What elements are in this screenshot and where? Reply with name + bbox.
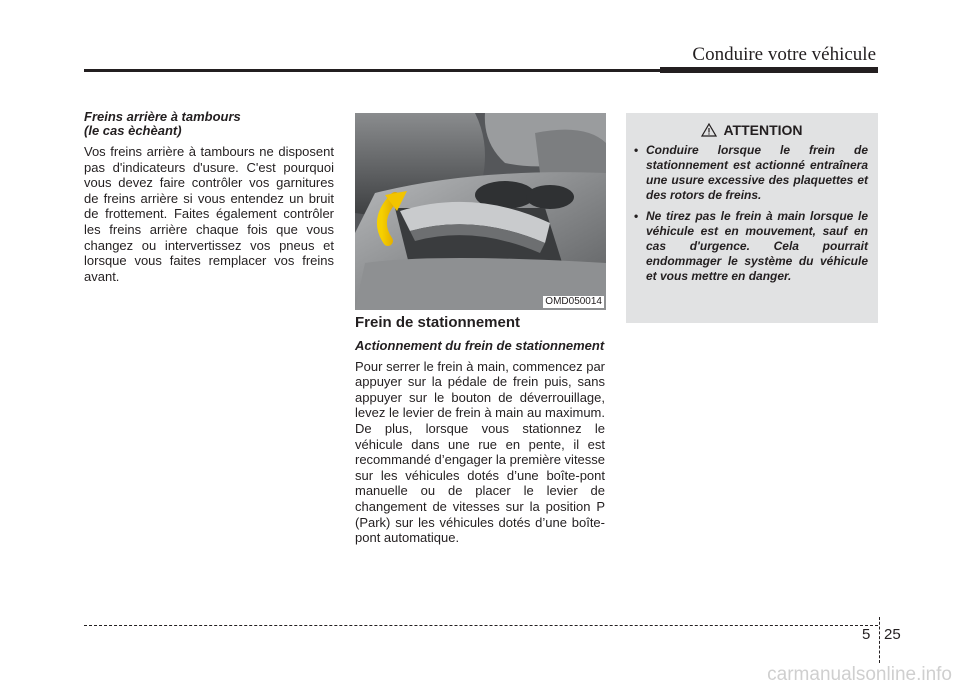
bullet-icon: •	[634, 143, 639, 157]
watermark: carmanualsonline.info	[767, 664, 952, 685]
parking-brake-body: Pour serrer le frein à main, commencez par appuyer sur la pédale de frein puis, sans appuyer sur le bouton de déverrouillage, levez le levier de frein à main au maximum. De plus, lorsque vous stationnez le véhicule dans une rue en pente, il est recommandé d’engager la première vitesse sur les véhicules dotés d’une boîte-pont manuelle ou de placer le levier de changement de vitesses sur la position P (Park) sur les véhicules dotés d’une boîte-pont automatique.	[355, 358, 606, 546]
drum-brakes-body: Vos freins arrière à tambours ne disposent pas d'indicateurs d'usure. C'est pourquoi vous devez faire contrôler vos garnitures de freins arrière si vous entendez un bruit de frottement. Faites également contrôler les freins arrière chaque fois que vous changez ou intervertissez vos pneus et lorsque vous faites remplacer vos freins avant.	[84, 144, 334, 284]
parking-brake-illustration	[355, 113, 606, 310]
figure-label: OMD050014	[545, 296, 602, 307]
chapter-number: 5	[862, 626, 871, 643]
drum-brakes-subheading-line2: (le cas èchèant)	[84, 123, 182, 138]
drum-brakes-subheading-line1: Freins arrière à tambours	[84, 109, 241, 124]
warning-item	[634, 209, 868, 284]
left-column	[84, 110, 334, 284]
page-number-divider	[879, 617, 880, 663]
warning-box	[626, 113, 878, 323]
warning-title: ATTENTION	[723, 122, 803, 138]
warning-heading	[636, 122, 868, 138]
warning-list	[634, 143, 868, 290]
page-number: 25	[884, 626, 901, 643]
bullet-icon: •	[634, 209, 639, 223]
parking-brake-photo	[355, 113, 606, 310]
header-title: Conduire votre véhicule	[692, 44, 876, 65]
header-rule-accent	[660, 67, 878, 73]
middle-column	[355, 315, 605, 546]
warning-item	[634, 143, 868, 203]
warning-item-text: Ne tirez pas le frein à main lorsque le véhicule est en mouvement, sauf en cas d'urgence. Cela pourrait endommager le système du véhicule et vous mettre en danger.	[646, 209, 868, 283]
parking-brake-subheading: Actionnement du frein de stationnement	[355, 337, 605, 353]
warning-item-text: Conduire lorsque le frein de stationnement est actionné entraînera une usure excessive des plaquettes et des rotors de freins.	[646, 143, 868, 202]
footer-rule	[84, 625, 878, 626]
drum-brakes-subheading	[84, 110, 334, 138]
warning-triangle-icon	[701, 123, 717, 137]
parking-brake-heading: Frein de stationnement	[355, 314, 521, 331]
